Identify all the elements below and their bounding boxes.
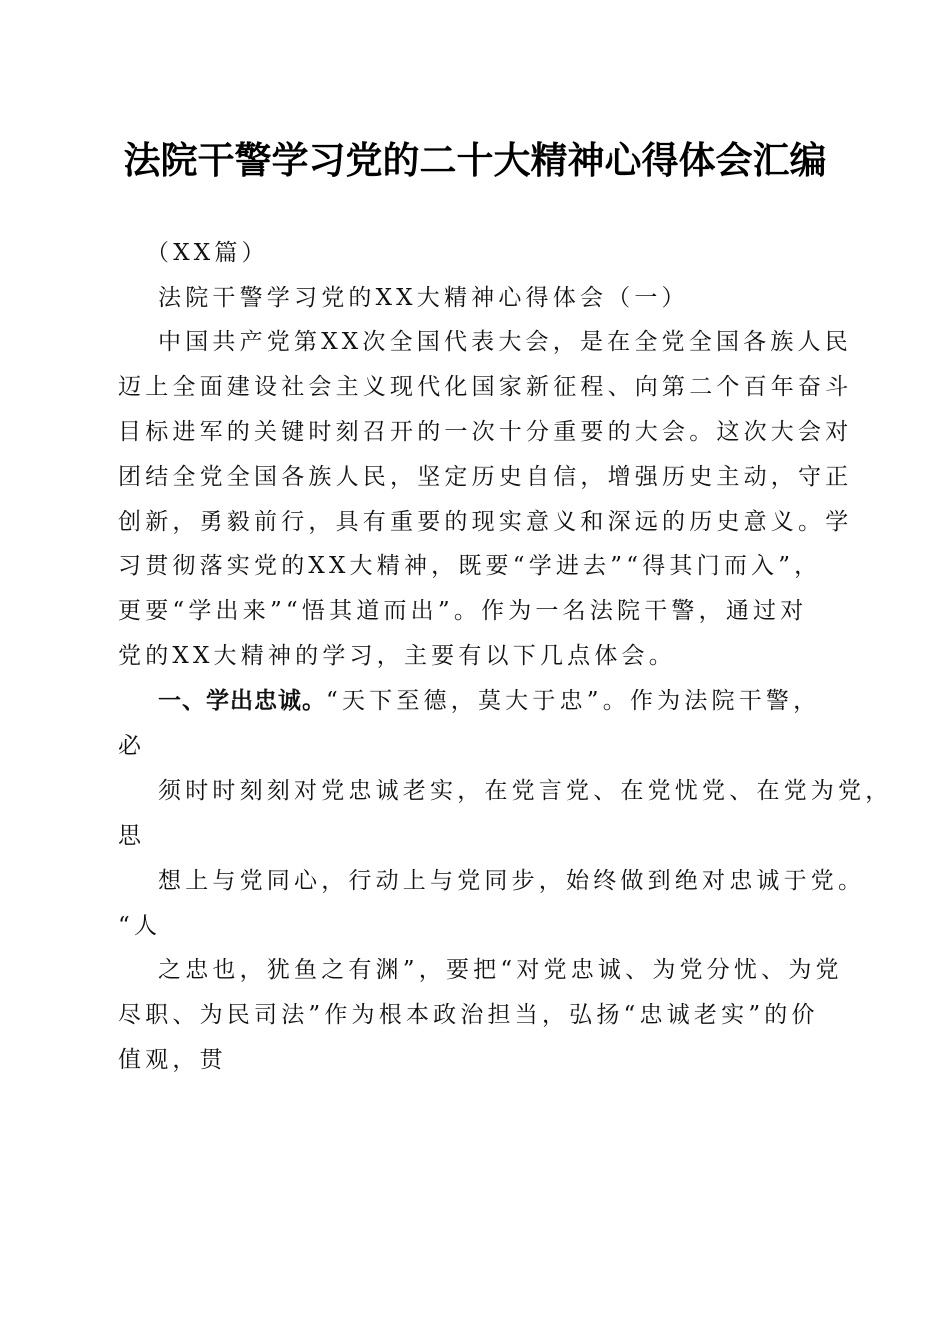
section-heading: 法院干警学习党的XX大精神心得体会（一） (158, 285, 689, 311)
body-line: 之忠也，犹鱼之有渊”，要把“对党忠诚、为党分忧、为党 (158, 957, 843, 983)
body-line: 迈上全面建设社会主义现代化国家新征程、向第二个百年奋斗 (118, 374, 853, 400)
body-line: “人 (118, 913, 162, 939)
body-line: 更要“学出来”“悟其道而出”。作为一名法院干警，通过对 (118, 598, 808, 624)
body-line: 目标进军的关键时刻召开的一次十分重要的大会。这次大会对 (118, 419, 853, 445)
body-line: 习贯彻落实党的XX大精神，既要“学进去”“得其门而入”， (118, 553, 822, 579)
body-line: 党的XX大精神的学习，主要有以下几点体会。 (118, 643, 676, 669)
body-line: 团结全党全国各族人民，坚定历史自信，增强历史主动，守正 (118, 464, 853, 490)
point-one-heading: 一、学出忠诚。 (158, 688, 326, 714)
point-one-text: “天下至德，莫大于忠”。作为法院干警， (326, 688, 821, 714)
body-line: 创新，勇毅前行，具有重要的现实意义和深远的历史意义。学 (118, 509, 853, 535)
body-line: 必 (118, 733, 146, 759)
body-line: 想上与党同心，行动上与党同步，始终做到绝对忠诚于党。 (158, 868, 866, 894)
body-line: 中国共产党第XX次全国代表大会，是在全党全国各族人民 (158, 329, 852, 355)
body-line: 尽职、为民司法”作为根本政治担当，弘扬“忠诚老实”的价 (118, 1002, 819, 1028)
body-line: 须时时刻刻对党忠诚老实，在党言党、在党忧党、在党为党， (158, 778, 893, 804)
document-title: 法院干警学习党的二十大精神心得体会汇编 (123, 138, 827, 182)
point-one-line (158, 686, 820, 716)
document-subtitle: （XX篇） (146, 240, 269, 266)
body-line: 值观，贯 (118, 1047, 227, 1073)
body-line: 思 (118, 823, 146, 849)
